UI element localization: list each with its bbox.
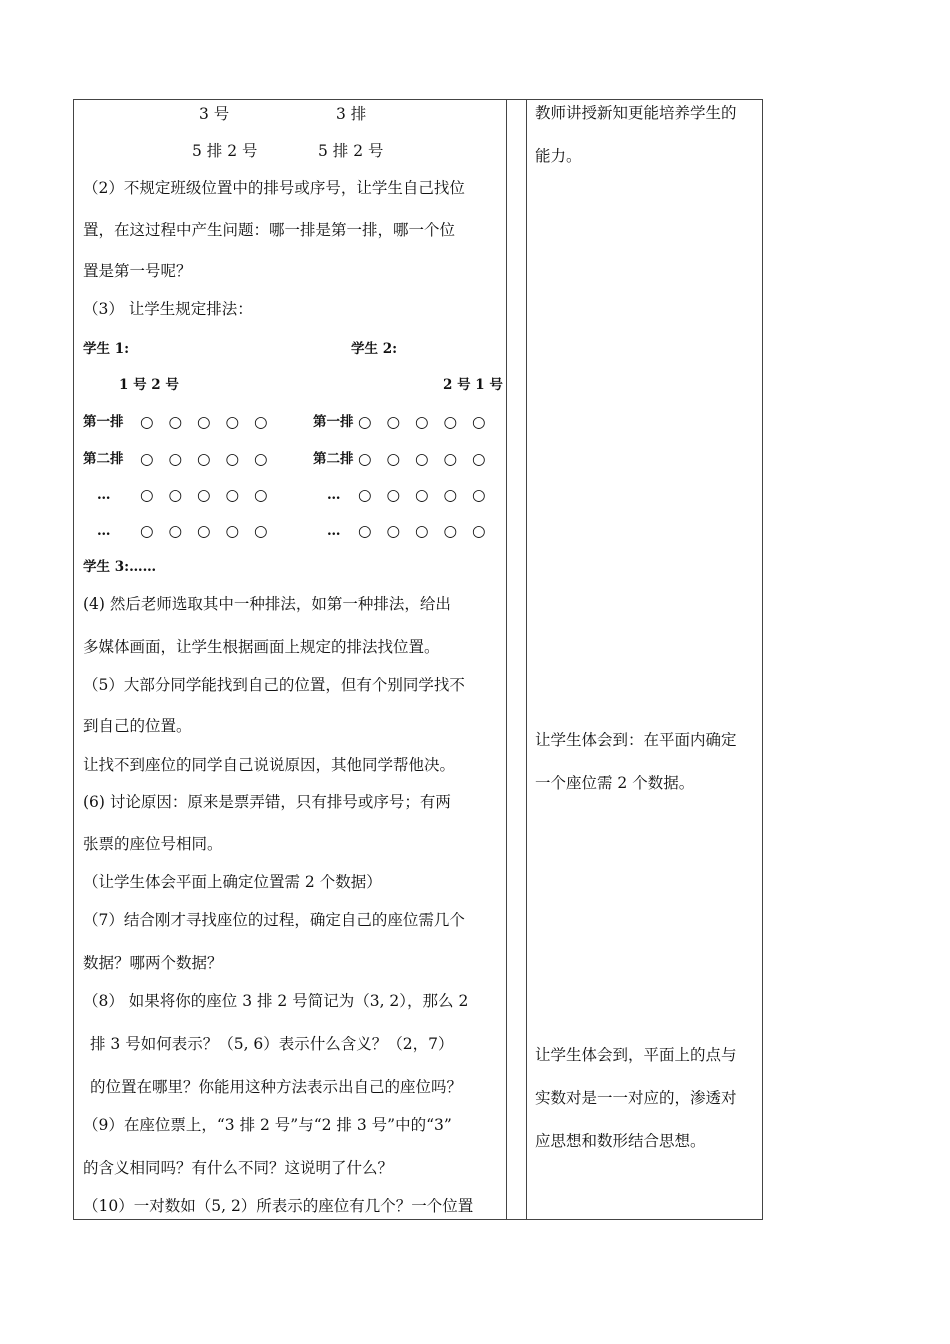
- side-note-line: 让学生体会到：在平面内确定: [535, 731, 737, 749]
- seat-row: ○ ○ ○ ○ ○: [358, 522, 486, 540]
- seat-label: 5 排 2 号: [318, 142, 384, 160]
- text-line: 让找不到座位的同学自己说说原因，其他同学帮他决。: [83, 756, 456, 774]
- text-line: 的位置在哪里？你能用这种方法表示出自己的座位吗？: [90, 1078, 463, 1096]
- column-divider: [506, 100, 507, 1219]
- seat-row: ○ ○ ○ ○ ○: [140, 486, 268, 504]
- row-label: 第一排: [83, 414, 124, 430]
- seat-number-label: 1 号 2 号: [119, 377, 179, 393]
- side-note-line: 教师讲授新知更能培养学生的: [535, 104, 737, 122]
- text-line: 张票的座位号相同。: [83, 835, 223, 853]
- text-line: （5）大部分同学能找到自己的位置，但有个别同学找不: [83, 676, 465, 694]
- side-note-line: 应思想和数形结合思想。: [535, 1132, 706, 1150]
- text-line: （9）在座位票上，“3 排 2 号”与“2 排 3 号”中的“3”: [83, 1116, 452, 1134]
- seat-row: ○ ○ ○ ○ ○: [358, 486, 486, 504]
- seat-row: ○ ○ ○ ○ ○: [358, 450, 486, 468]
- row-label: …: [327, 523, 341, 539]
- row-label: …: [97, 487, 111, 503]
- text-line: (6) 讨论原因：原来是票弄错，只有排号或序号；有两: [83, 793, 451, 811]
- text-line: 置是第一号呢？: [83, 262, 192, 280]
- text-line: （10）一对数如（5, 2）所表示的座位有几个？一个位置: [83, 1197, 474, 1215]
- seat-row: ○ ○ ○ ○ ○: [358, 413, 486, 431]
- text-line: （2）不规定班级位置中的排号或序号，让学生自己找位: [83, 179, 465, 197]
- student-label: 学生 1:: [83, 341, 130, 357]
- seat-label: 5 排 2 号: [192, 142, 258, 160]
- seat-label: 3 排: [336, 105, 367, 123]
- text-line: （8） 如果将你的座位 3 排 2 号简记为（3, 2），那么 2: [83, 992, 469, 1010]
- text-line: 多媒体画面，让学生根据画面上规定的排法找位置。: [83, 638, 440, 656]
- seat-row: ○ ○ ○ ○ ○: [140, 450, 268, 468]
- row-label: …: [97, 523, 111, 539]
- row-label: …: [327, 487, 341, 503]
- seat-row: ○ ○ ○ ○ ○: [140, 413, 268, 431]
- text-line: （让学生体会平面上确定位置需 2 个数据）: [83, 873, 382, 891]
- side-note-line: 让学生体会到，平面上的点与: [535, 1046, 737, 1064]
- text-line: 的含义相同吗？有什么不同？这说明了什么？: [83, 1159, 394, 1177]
- text-line: 数据？哪两个数据？: [83, 954, 223, 972]
- column-divider: [526, 100, 527, 1219]
- text-line: 排 3 号如何表示？（5, 6）表示什么含义？（2，7）: [90, 1035, 454, 1053]
- text-line: （3） 让学生规定排法：: [83, 300, 253, 318]
- student-label: 学生 2:: [351, 341, 398, 357]
- row-label: 第一排: [313, 414, 354, 430]
- seat-number-label: 2 号 1 号: [443, 377, 503, 393]
- text-line: 置，在这过程中产生问题：哪一排是第一排，哪一个位: [83, 221, 456, 239]
- row-label: 第二排: [83, 451, 124, 467]
- seat-row: ○ ○ ○ ○ ○: [140, 522, 268, 540]
- row-label: 第二排: [313, 451, 354, 467]
- text-line: （7）结合刚才寻找座位的过程，确定自己的座位需几个: [83, 911, 465, 929]
- side-note-line: 能力。: [535, 147, 582, 165]
- student-label: 学生 3:……: [83, 559, 157, 575]
- side-note-line: 一个座位需 2 个数据。: [535, 774, 695, 792]
- side-note-line: 实数对是一一对应的，渗透对: [535, 1089, 737, 1107]
- seat-label: 3 号: [199, 105, 230, 123]
- text-line: 到自己的位置。: [83, 717, 192, 735]
- text-line: (4) 然后老师选取其中一种排法，如第一种排法，给出: [83, 595, 451, 613]
